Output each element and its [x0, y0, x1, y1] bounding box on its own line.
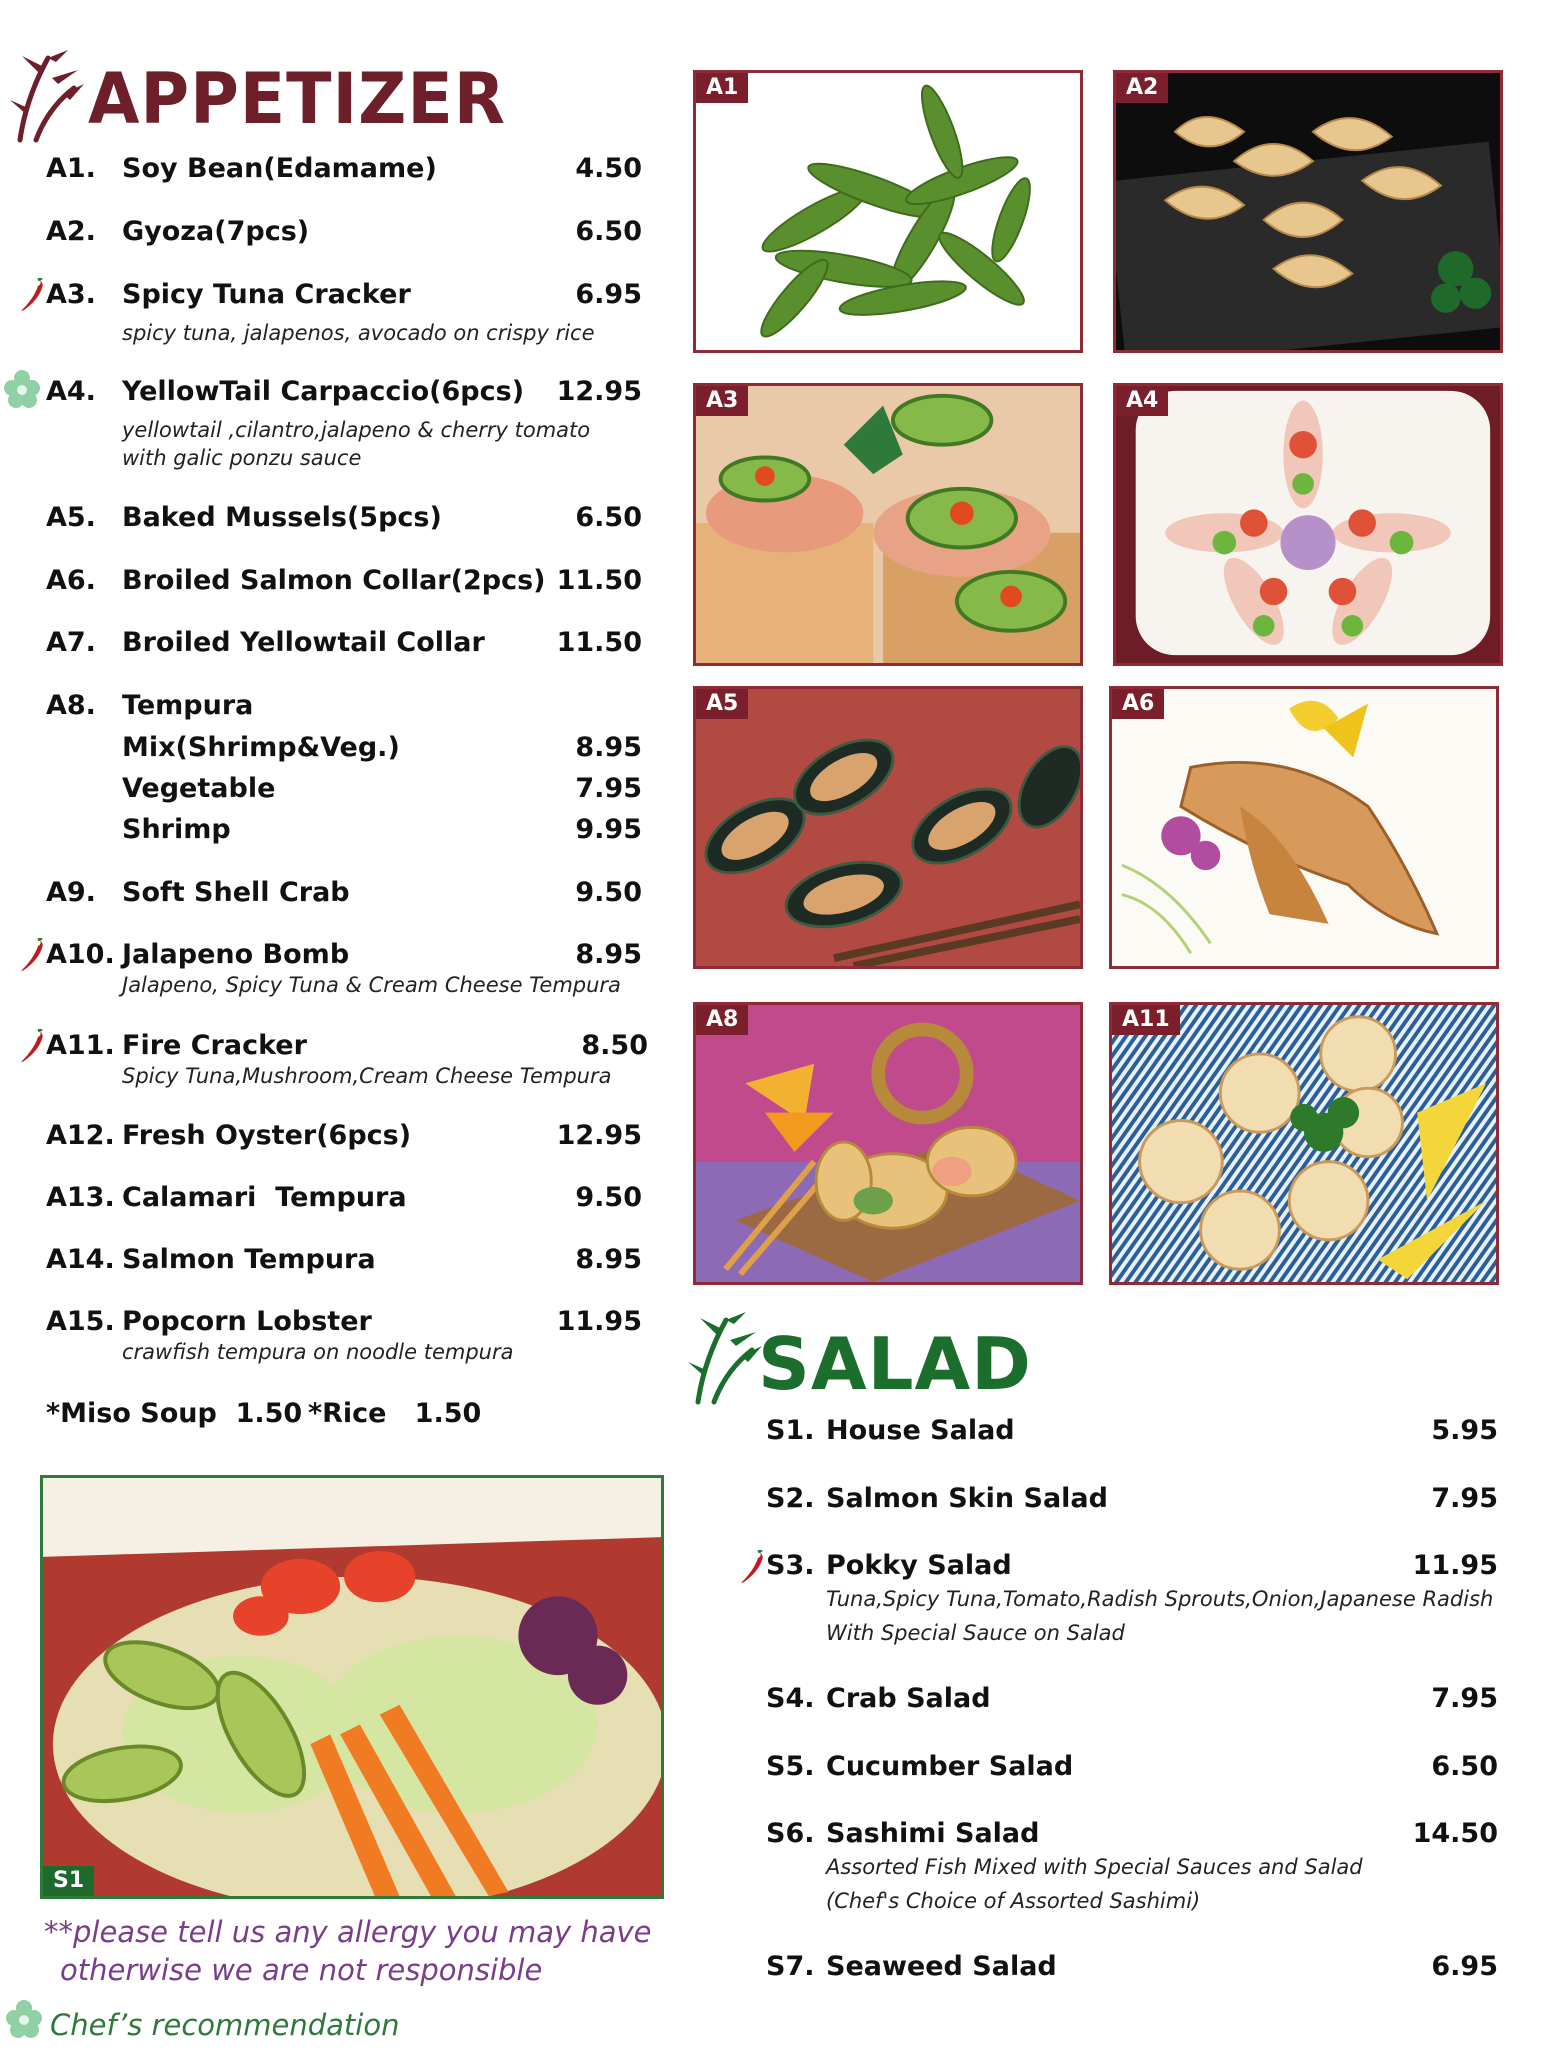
allergy-note-line2: otherwise we are not responsible — [60, 1953, 543, 1987]
item-code: A4. — [46, 376, 96, 407]
menu-item — [766, 1415, 1498, 1451]
item-name: Fire Cracker — [122, 1030, 307, 1061]
item-name: Baked Mussels(5pcs) — [122, 502, 442, 533]
photo-label: A8 — [696, 1005, 748, 1035]
photo-a8 — [693, 1002, 1083, 1285]
menu-item — [766, 1683, 1498, 1719]
chef-recommendation-icon — [4, 1998, 44, 2042]
item-name: Salmon Skin Salad — [826, 1483, 1108, 1514]
item-name: YellowTail Carpaccio(6pcs) — [122, 376, 525, 407]
item-name: Spicy Tuna Cracker — [122, 279, 411, 310]
item-price: 11.95 — [556, 1306, 642, 1337]
item-name: Gyoza(7pcs) — [122, 216, 310, 247]
menu-item — [46, 1030, 648, 1066]
menu-item — [46, 1182, 642, 1218]
menu-item — [766, 1751, 1498, 1787]
item-name: Fresh Oyster(6pcs) — [122, 1120, 412, 1151]
menu-item — [46, 690, 642, 726]
appetizer-heading: APPETIZER — [88, 58, 506, 140]
item-name: Tempura — [122, 690, 254, 721]
item-price: 8.95 — [575, 1244, 642, 1275]
item-description: spicy tuna, jalapenos, avocado on crispy rice — [122, 321, 595, 345]
item-name: Sashimi Salad — [826, 1818, 1040, 1849]
photo-label: A5 — [696, 689, 748, 719]
item-code: A7. — [46, 627, 96, 658]
sub-item-name: Shrimp — [122, 814, 231, 845]
sub-item — [122, 732, 642, 768]
item-description: Jalapeno, Spicy Tuna & Cream Cheese Tempura — [122, 973, 621, 997]
sub-item-name: Vegetable — [122, 773, 276, 804]
item-code: A6. — [46, 565, 96, 596]
item-description: Assorted Fish Mixed with Special Sauces and Salad — [826, 1855, 1363, 1879]
sub-item — [122, 814, 642, 850]
photo-label: A4 — [1116, 386, 1168, 416]
item-code: A9. — [46, 877, 96, 908]
item-code: A14. — [46, 1244, 115, 1275]
menu-item — [46, 1306, 642, 1342]
item-description: yellowtail ,cilantro,jalapeno & cherry tomato — [122, 418, 591, 442]
item-price: 8.95 — [575, 939, 642, 970]
item-code: A11. — [46, 1030, 115, 1061]
photo-label: A2 — [1116, 73, 1168, 103]
photo-a6 — [1109, 686, 1499, 969]
item-name: Seaweed Salad — [826, 1951, 1057, 1982]
photo-a4 — [1113, 383, 1503, 666]
item-price: 11.50 — [556, 627, 642, 658]
item-description: Tuna,Spicy Tuna,Tomato,Radish Sprouts,Onion,Japanese Radish — [826, 1587, 1494, 1611]
item-code: S7. — [766, 1951, 815, 1982]
menu-item — [46, 153, 642, 189]
rice-extra: *Rice 1.50 — [308, 1398, 482, 1429]
photo-a11 — [1109, 1002, 1499, 1285]
item-price: 6.50 — [575, 216, 642, 247]
menu-item — [46, 502, 642, 538]
item-price: 6.50 — [575, 502, 642, 533]
menu-item — [46, 216, 642, 252]
item-code: S4. — [766, 1683, 815, 1714]
item-price: 5.95 — [1431, 1415, 1498, 1446]
menu-item — [46, 627, 642, 663]
item-description: crawfish tempura on noodle tempura — [122, 1340, 514, 1364]
miso-soup-extra: *Miso Soup 1.50 — [46, 1398, 303, 1429]
sub-item-price: 7.95 — [575, 773, 642, 804]
photo-a3 — [693, 383, 1083, 666]
chili-pepper-icon — [18, 938, 44, 974]
item-price: 12.95 — [556, 1120, 642, 1151]
item-price: 11.50 — [556, 565, 642, 596]
item-price: 14.50 — [1412, 1818, 1498, 1849]
item-name: Salmon Tempura — [122, 1244, 376, 1275]
item-price: 9.50 — [575, 877, 642, 908]
photo-label: A11 — [1112, 1005, 1180, 1035]
chef-recommendation-legend: Chef’s recommendation — [50, 2008, 400, 2042]
bamboo-icon — [686, 1310, 766, 1405]
sub-item — [122, 773, 642, 809]
menu-item — [46, 939, 642, 975]
item-code: A5. — [46, 502, 96, 533]
item-code: A10. — [46, 939, 115, 970]
item-name: Jalapeno Bomb — [122, 939, 350, 970]
item-name: Popcorn Lobster — [122, 1306, 372, 1337]
item-code: S3. — [766, 1550, 815, 1581]
item-name: Crab Salad — [826, 1683, 991, 1714]
bamboo-icon — [8, 48, 88, 143]
chef-recommendation-icon — [2, 368, 42, 412]
menu-item — [766, 1483, 1498, 1519]
sub-item-name: Mix(Shrimp&Veg.) — [122, 732, 400, 763]
item-description: Spicy Tuna,Mushroom,Cream Cheese Tempura — [122, 1064, 612, 1088]
item-price: 12.95 — [556, 376, 642, 407]
menu-item — [46, 877, 642, 913]
photo-a2 — [1113, 70, 1503, 353]
menu-item — [46, 1244, 642, 1280]
item-code: S5. — [766, 1751, 815, 1782]
item-price: 4.50 — [575, 153, 642, 184]
item-description: With Special Sauce on Salad — [826, 1621, 1125, 1645]
salad-heading: SALAD — [758, 1322, 1032, 1406]
menu-item — [46, 565, 642, 601]
item-code: A2. — [46, 216, 96, 247]
chili-pepper-icon — [18, 1029, 44, 1065]
item-description: with galic ponzu sauce — [122, 446, 362, 470]
item-code: S1. — [766, 1415, 815, 1446]
item-price: 11.95 — [1412, 1550, 1498, 1581]
item-description: (Chef's Choice of Assorted Sashimi) — [826, 1889, 1201, 1913]
item-price: 6.95 — [1431, 1951, 1498, 1982]
item-price: 8.50 — [581, 1030, 648, 1061]
item-name: House Salad — [826, 1415, 1015, 1446]
photo-label: A3 — [696, 386, 748, 416]
item-code: A1. — [46, 153, 96, 184]
menu-item — [766, 1818, 1498, 1854]
item-price: 6.95 — [575, 279, 642, 310]
item-name: Pokky Salad — [826, 1550, 1012, 1581]
item-code: S2. — [766, 1483, 815, 1514]
item-name: Calamari Tempura — [122, 1182, 407, 1213]
photo-label: S1 — [43, 1866, 94, 1896]
item-code: A8. — [46, 690, 96, 721]
item-code: A12. — [46, 1120, 115, 1151]
item-name: Broiled Salmon Collar(2pcs) — [122, 565, 546, 596]
sub-item-price: 9.95 — [575, 814, 642, 845]
photo-s1 — [40, 1475, 664, 1899]
item-name: Cucumber Salad — [826, 1751, 1074, 1782]
item-code: A13. — [46, 1182, 115, 1213]
item-name: Soft Shell Crab — [122, 877, 350, 908]
item-code: S6. — [766, 1818, 815, 1849]
photo-label: A1 — [696, 73, 748, 103]
item-name: Soy Bean(Edamame) — [122, 153, 437, 184]
menu-item — [766, 1951, 1498, 1987]
menu-item — [46, 279, 642, 315]
item-price: 9.50 — [575, 1182, 642, 1213]
item-code: A15. — [46, 1306, 115, 1337]
item-price: 6.50 — [1431, 1751, 1498, 1782]
item-price: 7.95 — [1431, 1483, 1498, 1514]
allergy-note-line1: **please tell us any allergy you may have — [44, 1915, 652, 1949]
chili-pepper-icon — [18, 278, 44, 314]
photo-a5 — [693, 686, 1083, 969]
item-name: Broiled Yellowtail Collar — [122, 627, 485, 658]
sub-item-price: 8.95 — [575, 732, 642, 763]
photo-a1 — [693, 70, 1083, 353]
menu-item — [46, 376, 642, 412]
item-price: 7.95 — [1431, 1683, 1498, 1714]
item-code: A3. — [46, 279, 96, 310]
menu-item — [766, 1550, 1498, 1586]
menu-item — [46, 1120, 642, 1156]
photo-label: A6 — [1112, 689, 1164, 719]
chili-pepper-icon — [738, 1550, 764, 1586]
